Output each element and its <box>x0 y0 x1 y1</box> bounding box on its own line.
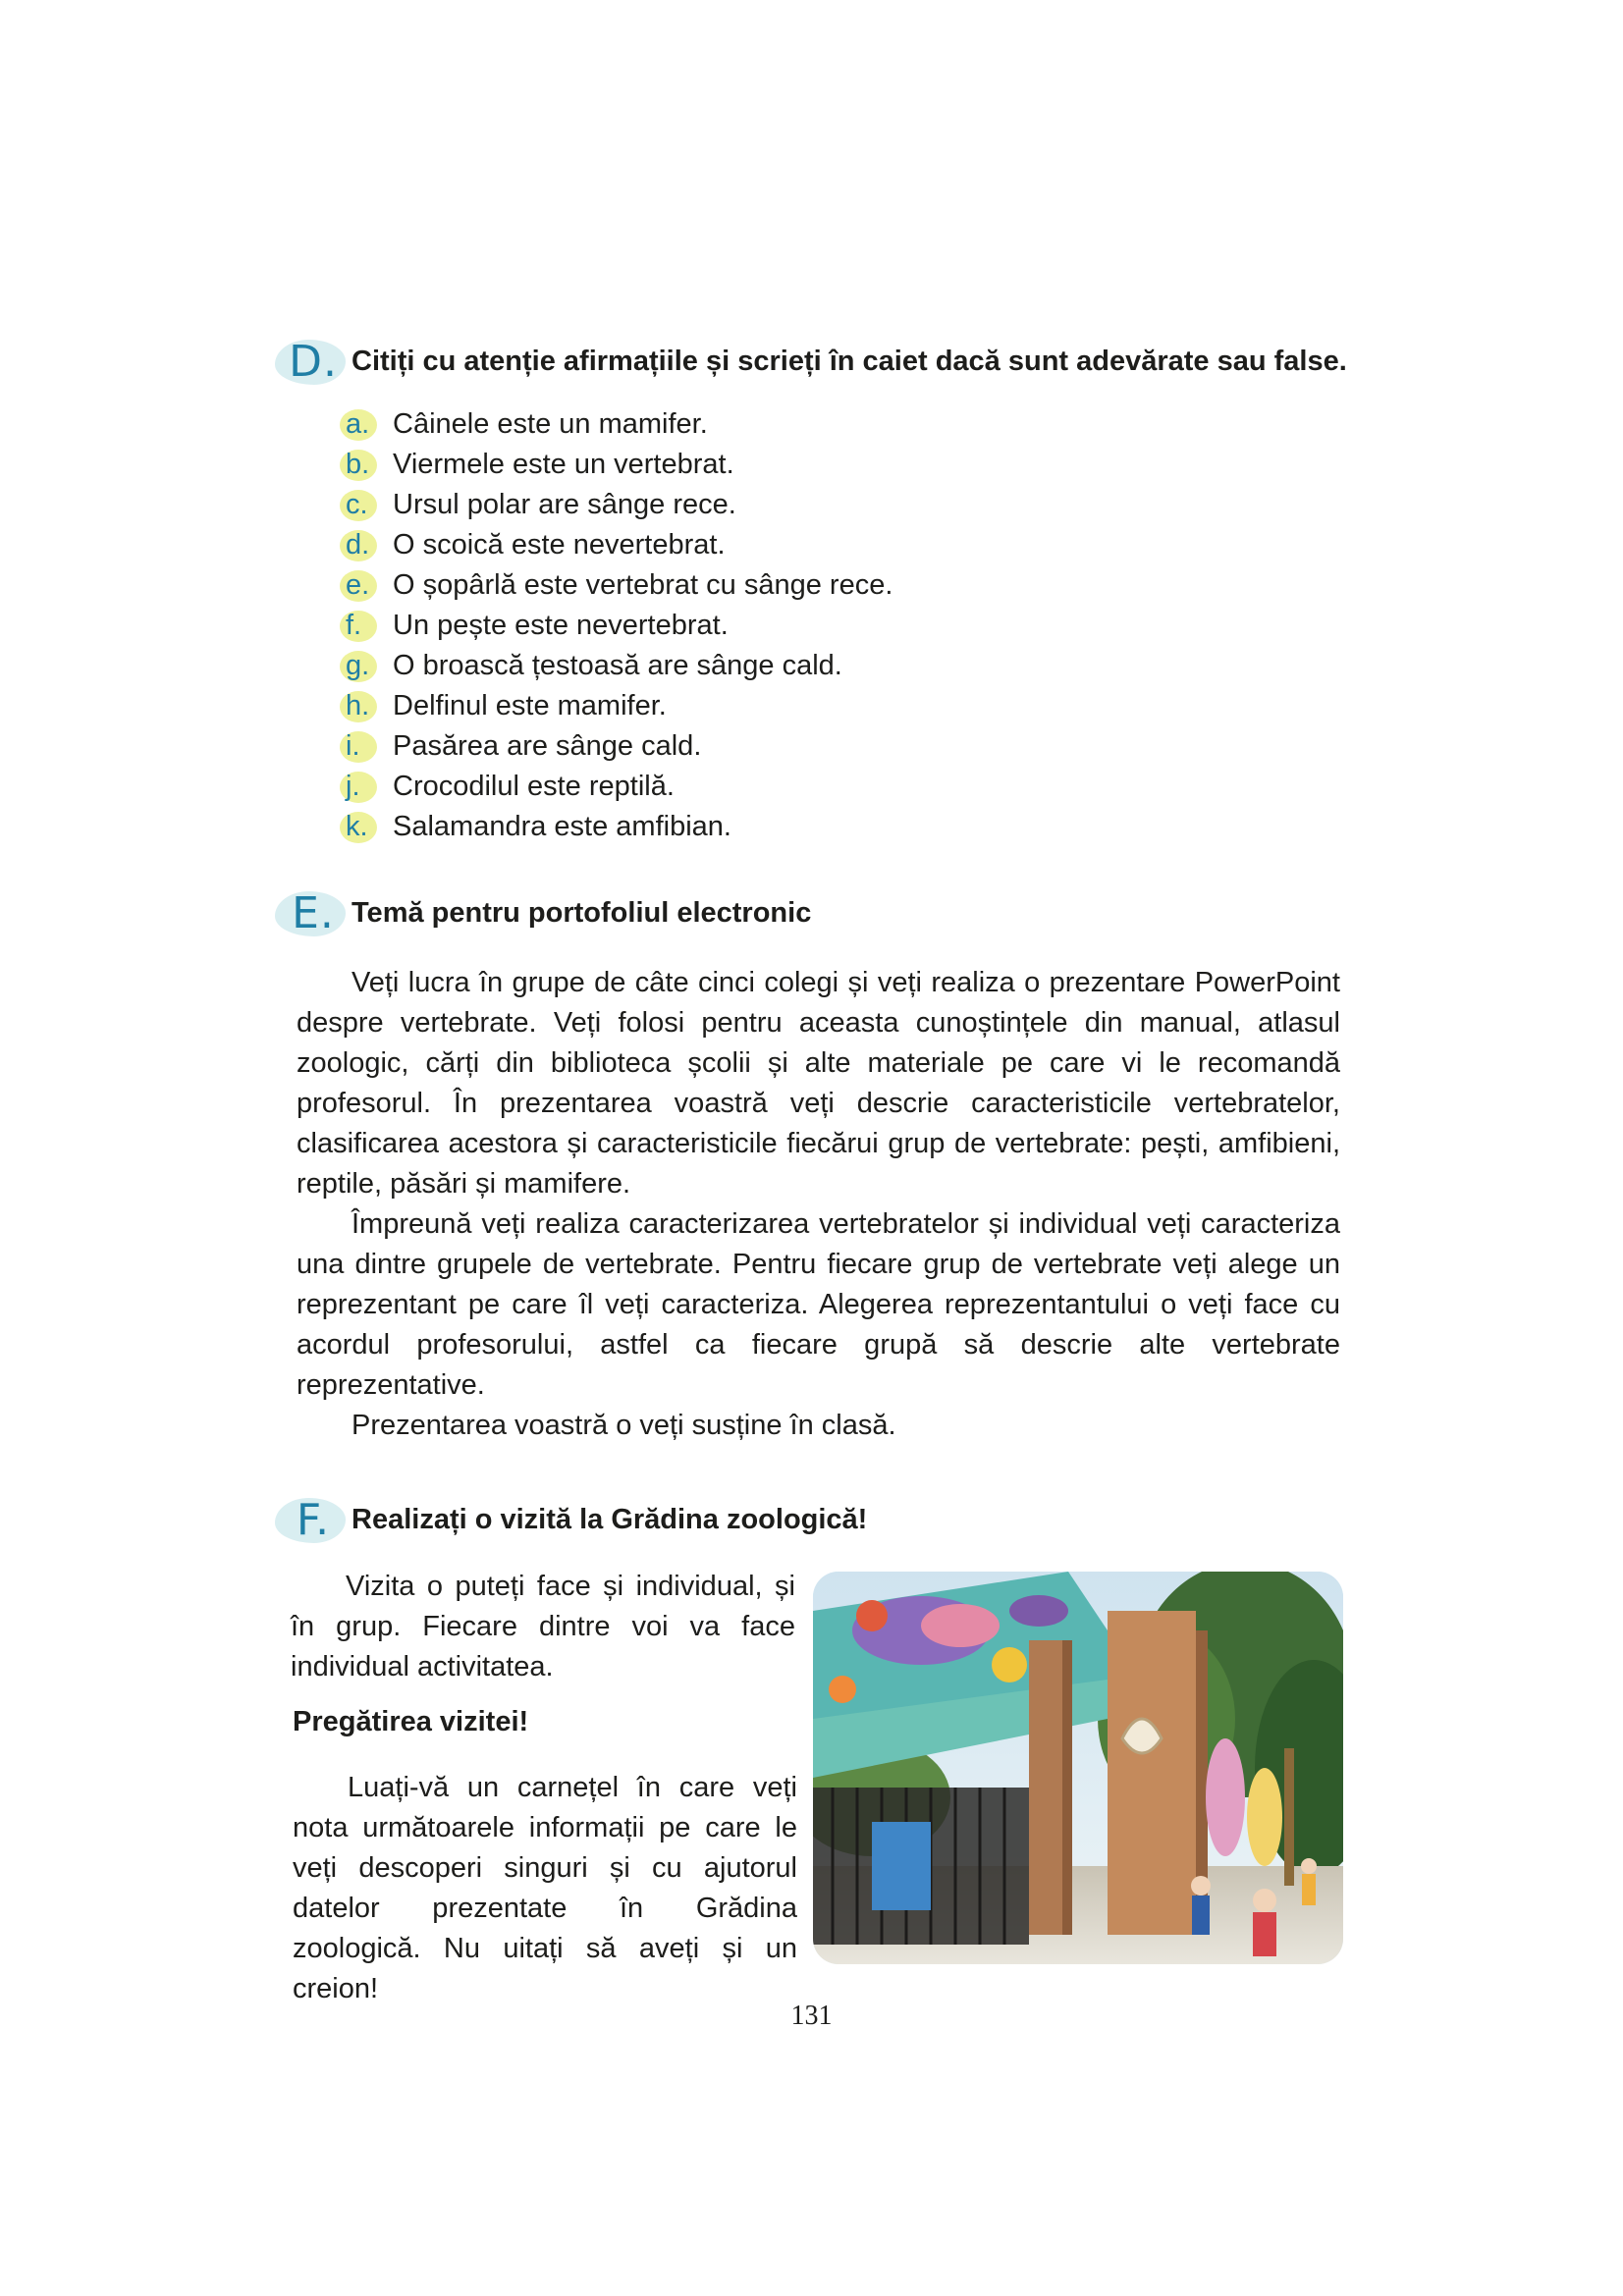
item-label: a. <box>346 408 370 440</box>
section-e-paragraph-3: Prezentarea voastră o veți susține în clasă. <box>352 1410 896 1441</box>
item-text: Un pește este nevertebrat. <box>393 610 729 641</box>
list-item <box>334 807 893 847</box>
section-e-letter: E. <box>292 887 335 938</box>
list-item <box>334 525 893 565</box>
item-text: Ursul polar are sânge rece. <box>393 489 736 520</box>
item-label: b. <box>346 449 370 480</box>
item-label: k. <box>346 811 368 842</box>
list-item <box>334 404 893 445</box>
item-label: c. <box>346 489 368 520</box>
section-f-badge <box>275 1492 352 1547</box>
statement-list <box>334 404 893 847</box>
item-text: Viermele este un vertebrat. <box>393 449 734 480</box>
item-text: Pasărea are sânge cald. <box>393 730 702 762</box>
list-item <box>334 646 893 686</box>
section-f-heading <box>275 1492 867 1547</box>
section-d-badge <box>275 334 352 389</box>
section-d-letter: D. <box>289 336 338 387</box>
section-f-paragraph-1: Vizita o puteți face și individual, și în grup. Fiecare dintre voi va face individual activitatea. <box>291 1571 795 1682</box>
item-text: Câinele este un mamifer. <box>393 408 708 440</box>
item-label: f. <box>346 610 362 641</box>
list-item <box>334 726 893 767</box>
list-item <box>334 565 893 606</box>
section-e-heading <box>275 885 811 940</box>
list-item <box>334 606 893 646</box>
item-label: h. <box>346 690 370 721</box>
zoo-entrance-photo <box>813 1572 1343 1964</box>
item-text: O broască țestoasă are sânge cald. <box>393 650 842 681</box>
item-text: O șopârlă este vertebrat cu sânge rece. <box>393 569 893 601</box>
section-f-title: Realizați o vizită la Grădina zoologică! <box>352 1503 868 1535</box>
section-d-heading <box>275 334 1347 389</box>
item-label: e. <box>346 569 370 601</box>
list-item <box>334 686 893 726</box>
item-label: i. <box>346 730 360 762</box>
list-item <box>334 767 893 807</box>
item-label: g. <box>346 650 370 681</box>
item-text: Crocodilul este reptilă. <box>393 771 675 802</box>
section-f-paragraph-2: Luați-vă un carnețel în care veți nota următoarele informații pe care le veți descoperi singuri și cu ajutorul datelor prezentate în Grădina zoologică. Nu uitați să aveți și un creion! <box>293 1772 797 2004</box>
section-f-letter: F. <box>296 1494 331 1545</box>
page-number: 131 <box>790 2001 833 2031</box>
preparation-subheading: Pregătirea vizitei! <box>293 1706 529 1737</box>
list-item <box>334 485 893 525</box>
list-item <box>334 445 893 485</box>
item-text: Delfinul este mamifer. <box>393 690 667 721</box>
item-label: d. <box>346 529 370 561</box>
item-label: j. <box>346 771 360 802</box>
item-text: Salamandra este amfibian. <box>393 811 731 842</box>
section-e-badge <box>275 885 352 940</box>
section-e-paragraph-1: Veți lucra în grupe de câte cinci colegi și veți realiza o prezentare PowerPoint despre vertebrate. Veți folosi pentru aceasta cunoștințele din manual, atlasul zoologic, cărți din biblioteca școlii și alte materiale pe care vi le recomandă profesorul. În prezentarea voastră veți descrie caracteristicile vertebratelor, clasificarea acestora și caracteristicile fiecărui grup de vertebrate: pești, amfibieni, reptile, păsări și mamifere. <box>297 967 1340 1200</box>
section-d-title: Citiți cu atenție afirmațiile și scrieți în caiet dacă sunt adevărate sau false. <box>352 345 1347 377</box>
item-text: O scoică este nevertebrat. <box>393 529 726 561</box>
section-e-title: Temă pentru portofoliul electronic <box>352 896 812 929</box>
section-e-paragraph-2: Împreună veți realiza caracterizarea vertebratelor și individual veți caracteriza una dintre grupele de vertebrate. Pentru fiecare grup de vertebrate veți alege un reprezentant pe care îl veți caracteriza. Alegerea reprezentantului o veți face cu acordul profesorului, astfel ca fiecare grupă să descrie alte vertebrate reprezentative. <box>297 1208 1340 1401</box>
